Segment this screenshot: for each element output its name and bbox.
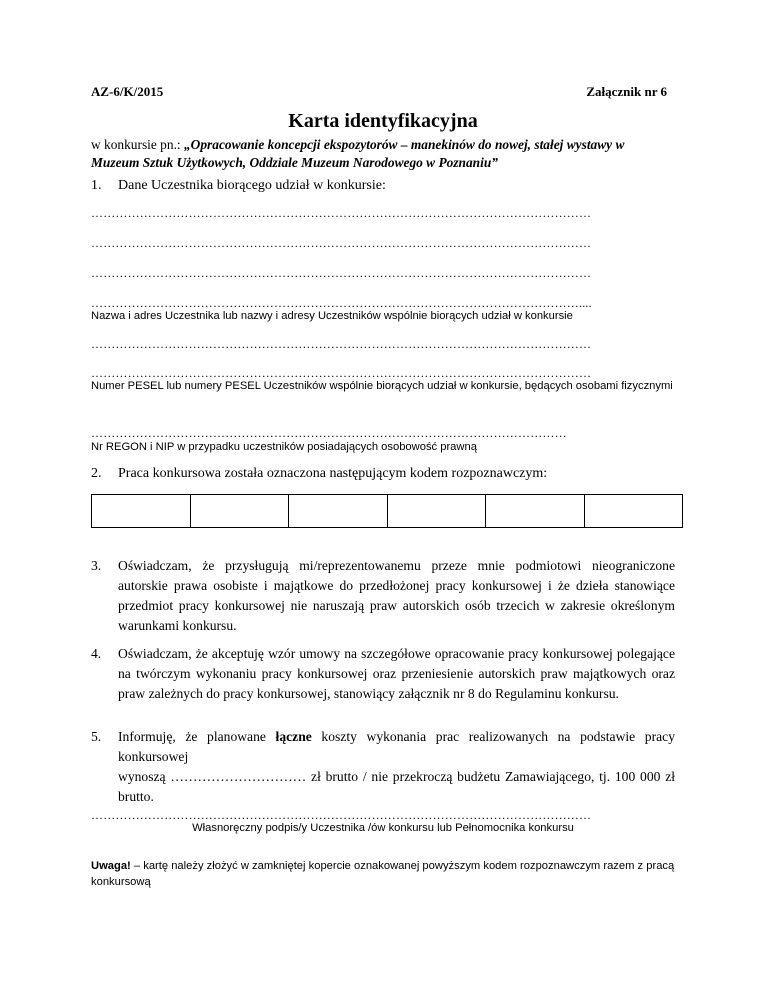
note bbox=[91, 858, 675, 890]
signature-line[interactable]: …………………………………………………………………………………………………………… bbox=[91, 808, 592, 822]
code-cell[interactable] bbox=[486, 495, 585, 527]
section-5 bbox=[91, 727, 675, 807]
cost-amount-line[interactable]: wynoszą ………………………… zł brutto / nie przekroczą budżetu Zamawiającego, tj. 100 000 zł brutto. bbox=[118, 769, 675, 804]
name-address-caption: Nazwa i adres Uczestnika lub nazwy i adresy Uczestników wspólnie biorących udział w konkursie bbox=[91, 310, 573, 322]
section-number: 1. bbox=[91, 178, 102, 193]
fill-line-3[interactable]: …………………………………………………………………………………………………………… bbox=[91, 266, 592, 280]
section-4 bbox=[91, 644, 675, 704]
section-5-text bbox=[118, 727, 675, 807]
page-title: Karta identyfikacyjna bbox=[288, 110, 478, 132]
intro-prefix: w konkursie pn.: bbox=[91, 137, 184, 152]
code-entry-table bbox=[91, 494, 683, 528]
attachment-label: Załącznik nr 6 bbox=[586, 84, 667, 99]
section-number: 4. bbox=[91, 646, 102, 661]
section-5-bold: łączne bbox=[275, 729, 312, 744]
section-1-heading bbox=[91, 178, 386, 194]
section-4-text: Oświadczam, że akceptuję wzór umowy na szczegółowe opracowanie pracy konkursowej polegające na twórczym wykonaniu pracy konkursowej oraz przeniesienie autorskich praw majątkowych oraz praw zależnych do pracy konkursowej, stanowiący załącznik nr 8 do Regulaminu konkursu. bbox=[118, 646, 675, 701]
section-5-text-b: koszty wykonania prac realizowanych na podstawie pracy konkursowej bbox=[118, 729, 675, 764]
regon-caption: Nr REGON i NIP w przypadku uczestników posiadających osobowość prawną bbox=[91, 441, 477, 453]
code-cell[interactable] bbox=[289, 495, 388, 527]
section-2-heading bbox=[91, 466, 547, 482]
fill-line-regon[interactable]: ……………………………………………………………………………………………………… bbox=[91, 426, 567, 440]
competition-name: „Opracowanie koncepcji ekspozytorów – manekinów do nowej, stałej wystawy w Muzeum Sztuk Użytkowych, Oddziale Muzeum Narodowego w Poznaniu” bbox=[91, 137, 625, 170]
code-cell[interactable] bbox=[585, 495, 683, 527]
pesel-caption: Numer PESEL lub numery PESEL Uczestników wspólnie biorących udział w konkursie, będących osobami fizycznymi bbox=[91, 380, 673, 392]
section-number: 2. bbox=[91, 466, 102, 481]
signature-caption: Własnoręczny podpis/y Uczestnika /ów konkursu lub Pełnomocnika konkursu bbox=[192, 822, 574, 834]
section-3 bbox=[91, 556, 675, 636]
section-number: 3. bbox=[91, 558, 102, 573]
fill-line-2[interactable]: …………………………………………………………………………………………………………… bbox=[91, 236, 592, 250]
fill-line-5[interactable]: …………………………………………………………………………………………………………… bbox=[91, 337, 592, 351]
section-5-text-a: Informuję, że planowane bbox=[118, 729, 276, 744]
note-label: Uwaga! bbox=[91, 860, 131, 872]
note-text: – kartę należy złożyć w zamkniętej kopercie oznakowanej powyższym kodem rozpoznawczym razem z pracą konkursową bbox=[91, 860, 675, 888]
section-label: Dane Uczestnika biorącego udział w konkursie: bbox=[118, 178, 386, 193]
code-cell[interactable] bbox=[191, 495, 290, 527]
fill-line-1[interactable]: …………………………………………………………………………………………………………… bbox=[91, 206, 592, 220]
competition-intro bbox=[91, 136, 675, 172]
code-cell[interactable] bbox=[92, 495, 191, 527]
reference-number: AZ-6/K/2015 bbox=[91, 84, 164, 99]
section-label: Praca konkursowa została oznaczona następującym kodem rozpoznawczym: bbox=[118, 466, 548, 481]
fill-line-6[interactable]: …………………………………………………………………………………………………………… bbox=[91, 366, 592, 380]
fill-line-4[interactable]: ………………………………………………………………………………………………………….... bbox=[91, 296, 592, 310]
section-3-text: Oświadczam, że przysługują mi/reprezentowanemu przeze mnie podmiotowi nieograniczone autorskie prawa osobiste i majątkowe do przedłożonej pracy konkursowej i że dzieła stanowiące przedmiot pracy konkursowej nie naruszają praw autorskich osób trzecich w zakresie określonym warunkami konkursu. bbox=[118, 558, 675, 633]
code-cell[interactable] bbox=[388, 495, 487, 527]
section-number: 5. bbox=[91, 729, 102, 744]
